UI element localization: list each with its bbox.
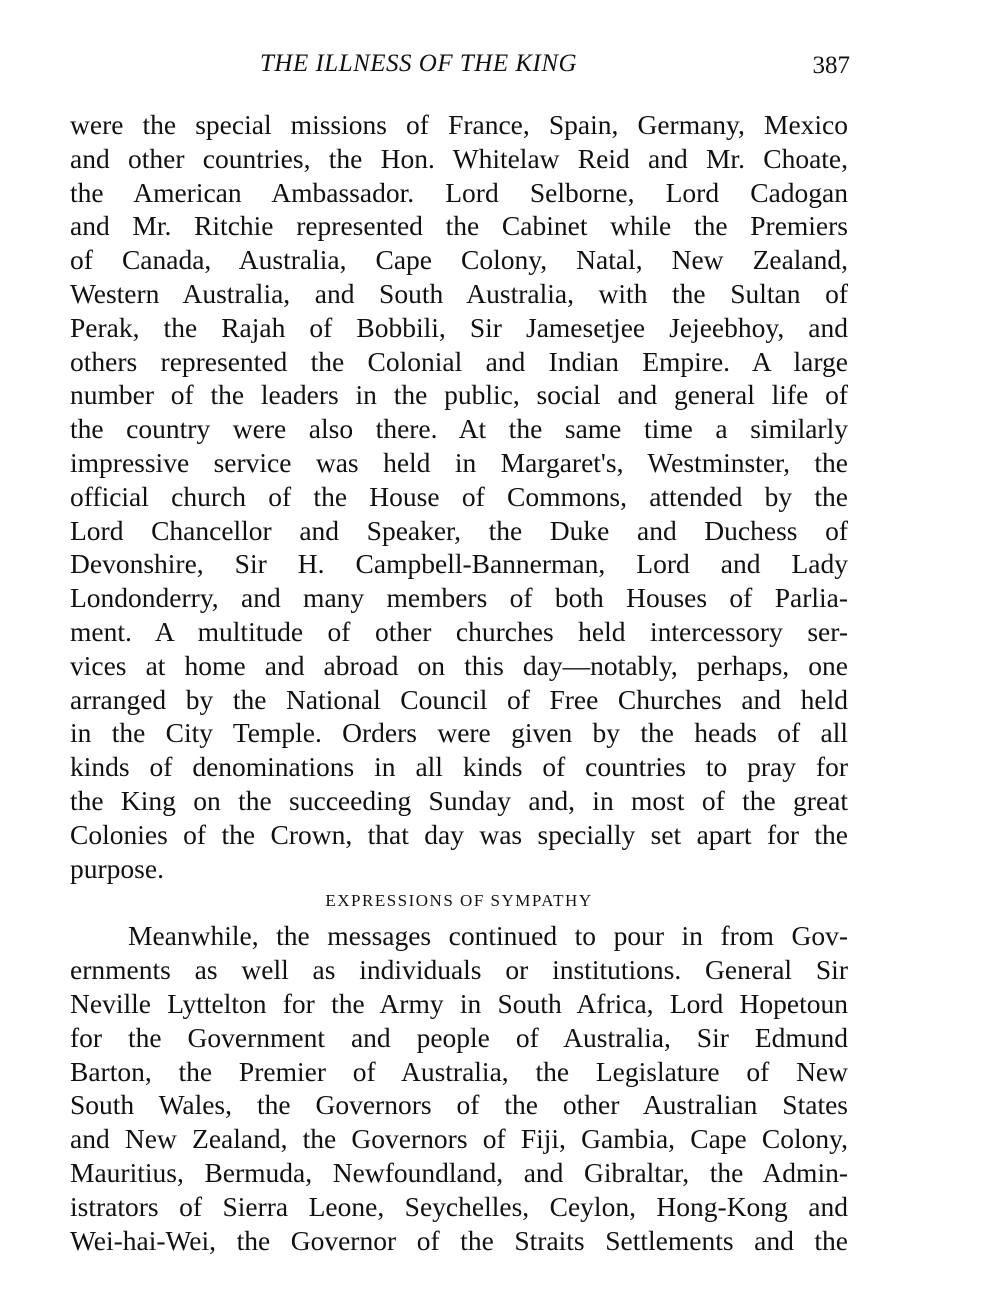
section-heading: EXPRESSIONS OF SYMPATHY bbox=[325, 891, 593, 911]
text-line: and Mr. Ritchie represented the Cabinet while the Premiers bbox=[70, 210, 848, 242]
text-line: Colonies of the Crown, that day was specially set apart for the bbox=[70, 818, 848, 850]
text-line: Londonderry, and many members of both Houses of Parlia- bbox=[70, 582, 848, 614]
text-line: others represented the Colonial and Indian Empire. A large bbox=[70, 345, 848, 377]
page-header bbox=[70, 50, 850, 86]
text-line: were the special missions of France, Spain, Germany, Mexico bbox=[70, 109, 848, 140]
text-line: of Canada, Australia, Cape Colony, Natal, New Zealand, bbox=[70, 244, 848, 276]
text-line: Lord Chancellor and Speaker, the Duke and Duchess of bbox=[70, 514, 848, 546]
text-line: for the Government and people of Australia, Sir Edmund bbox=[70, 1021, 848, 1053]
body-text bbox=[70, 108, 848, 1257]
text-line: in the City Temple. Orders were given by the heads of all bbox=[70, 717, 848, 749]
text-line: Mauritius, Bermuda, Newfoundland, and Gibraltar, the Admin- bbox=[70, 1156, 848, 1188]
text-line: the country were also there. At the same time a similarly bbox=[70, 413, 848, 445]
text-line: and other countries, the Hon. Whitelaw Reid and Mr. Choate, bbox=[70, 142, 848, 174]
text-line: and New Zealand, the Governors of Fiji, Gambia, Cape Colony, bbox=[70, 1123, 848, 1155]
text-line: Western Australia, and South Australia, with the Sultan of bbox=[70, 277, 848, 309]
text-line: number of the leaders in the public, social and general life of bbox=[70, 379, 848, 411]
text-line: ment. A multitude of other churches held intercessory ser- bbox=[70, 615, 848, 647]
text-line: purpose. bbox=[70, 852, 164, 884]
paragraph bbox=[70, 919, 848, 1257]
text-line: Devonshire, Sir H. Campbell-Bannerman, Lord and Lady bbox=[70, 548, 848, 580]
running-title: THE ILLNESS OF THE KING bbox=[260, 50, 578, 77]
text-line: the King on the succeeding Sunday and, in most of the great bbox=[70, 784, 848, 816]
text-line: vices at home and abroad on this day—notably, perhaps, one bbox=[70, 649, 848, 681]
text-line: Perak, the Rajah of Bobbili, Sir Jamesetjee Jejeebhoy, and bbox=[70, 311, 848, 343]
text-line: istrators of Sierra Leone, Seychelles, Ceylon, Hong-Kong and bbox=[70, 1190, 848, 1222]
text-line: Neville Lyttelton for the Army in South Africa, Lord Hopetoun bbox=[70, 987, 848, 1019]
text-line: impressive service was held in Margaret's, Westminster, the bbox=[70, 446, 848, 478]
text-line: arranged by the National Council of Free Churches and held bbox=[70, 683, 848, 715]
text-line: ernments as well as individuals or institutions. General Sir bbox=[70, 954, 848, 986]
text-line: Wei-hai-Wei, the Governor of the Straits Settlements and the bbox=[70, 1224, 848, 1256]
paragraph bbox=[70, 108, 848, 885]
text-line: Meanwhile, the messages continued to pour in from Gov- bbox=[128, 920, 848, 952]
text-line: the American Ambassador. Lord Selborne, Lord Cadogan bbox=[70, 176, 848, 208]
text-line: Barton, the Premier of Australia, the Legislature of New bbox=[70, 1055, 848, 1087]
text-line: official church of the House of Commons, attended by the bbox=[70, 480, 848, 512]
page-number: 387 bbox=[812, 52, 850, 79]
text-line: kinds of denominations in all kinds of countries to pray for bbox=[70, 751, 848, 783]
text-line: South Wales, the Governors of the other Australian States bbox=[70, 1089, 848, 1121]
